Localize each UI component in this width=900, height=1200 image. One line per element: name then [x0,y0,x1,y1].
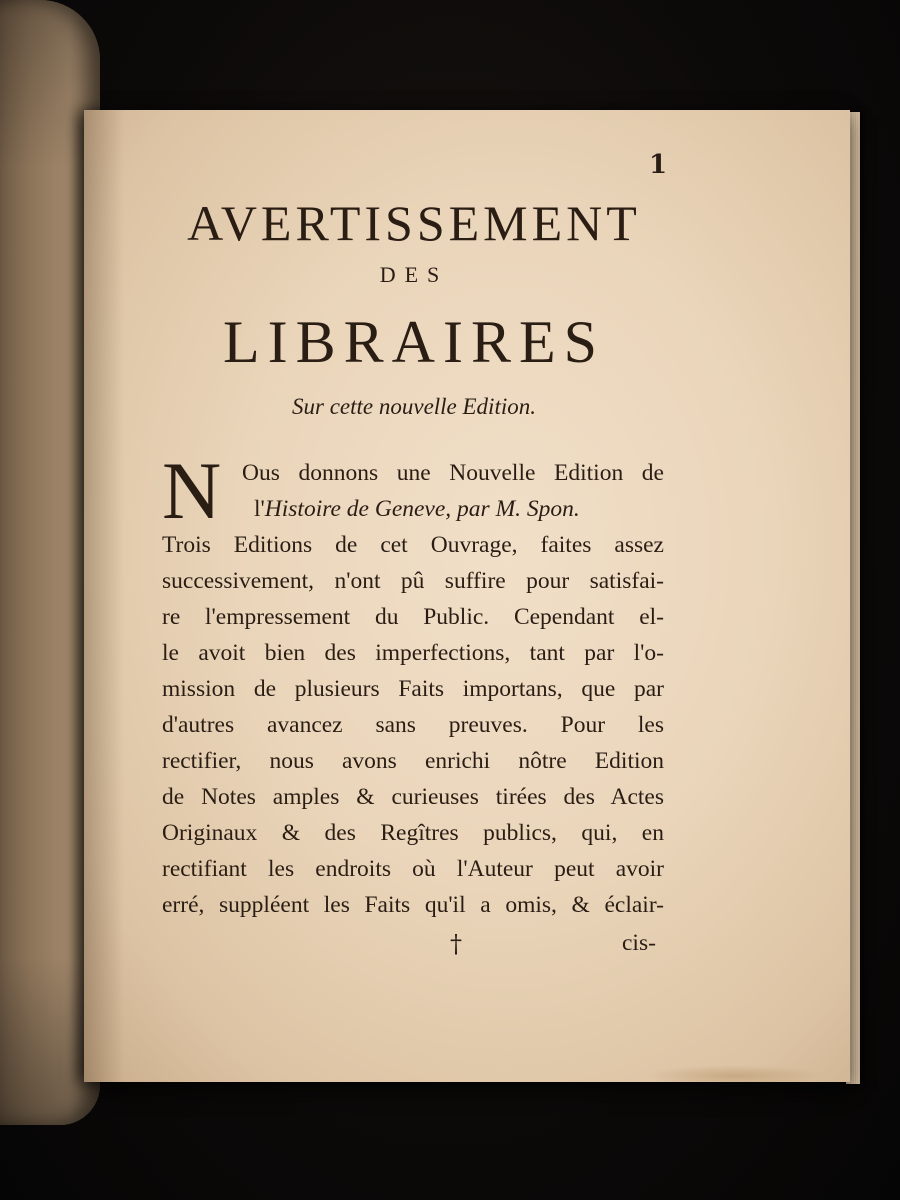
text-line-3: Trois Editions de cet Ouvrage, faites assez [162,532,664,558]
catchword: cis- [622,930,656,956]
text-line-13: erré, suppléent les Faits qu'il a omis, & éclair- [162,892,664,918]
text-line-4: successivement, n'ont pû suffire pour satisfai- [162,568,664,594]
text-line-9: rectifier, nous avons enrichi nôtre Edition [162,748,664,774]
book-page [84,110,850,1082]
text-line-5: re l'empressement du Public. Cependant el- [162,604,664,630]
text-line-2-prefix: l' [254,496,265,522]
subtitle: Sur cette nouvelle Edition. [292,394,536,419]
text-line-2 [254,494,664,524]
signature-mark: † [450,930,462,958]
heading-avertissement: AVERTISSEMENT [187,195,641,251]
text-line-11: Originaux & des Regîtres publics, qui, en [162,820,664,846]
text-line-7: mission de plusieurs Faits importans, que par [162,676,664,702]
heading-libraires: LIBRAIRES [222,309,606,375]
text-line-1: Ous donnons une Nouvelle Edition de [242,460,664,486]
page-number: 1 [649,150,668,180]
heading-des: DES [379,262,449,287]
text-line-2-italic: Histoire de Geneve, par M. Spon. [264,496,580,522]
text-line-8: d'autres avancez sans preuves. Pour les [162,712,664,738]
text-line-6: le avoit bien des imperfections, tant par l'o- [162,640,664,666]
dropcap: N [162,445,222,536]
text-line-12: rectifiant les endroits où l'Auteur peut avoir [162,856,664,882]
text-line-10: de Notes amples & curieuses tirées des Actes [162,784,664,810]
